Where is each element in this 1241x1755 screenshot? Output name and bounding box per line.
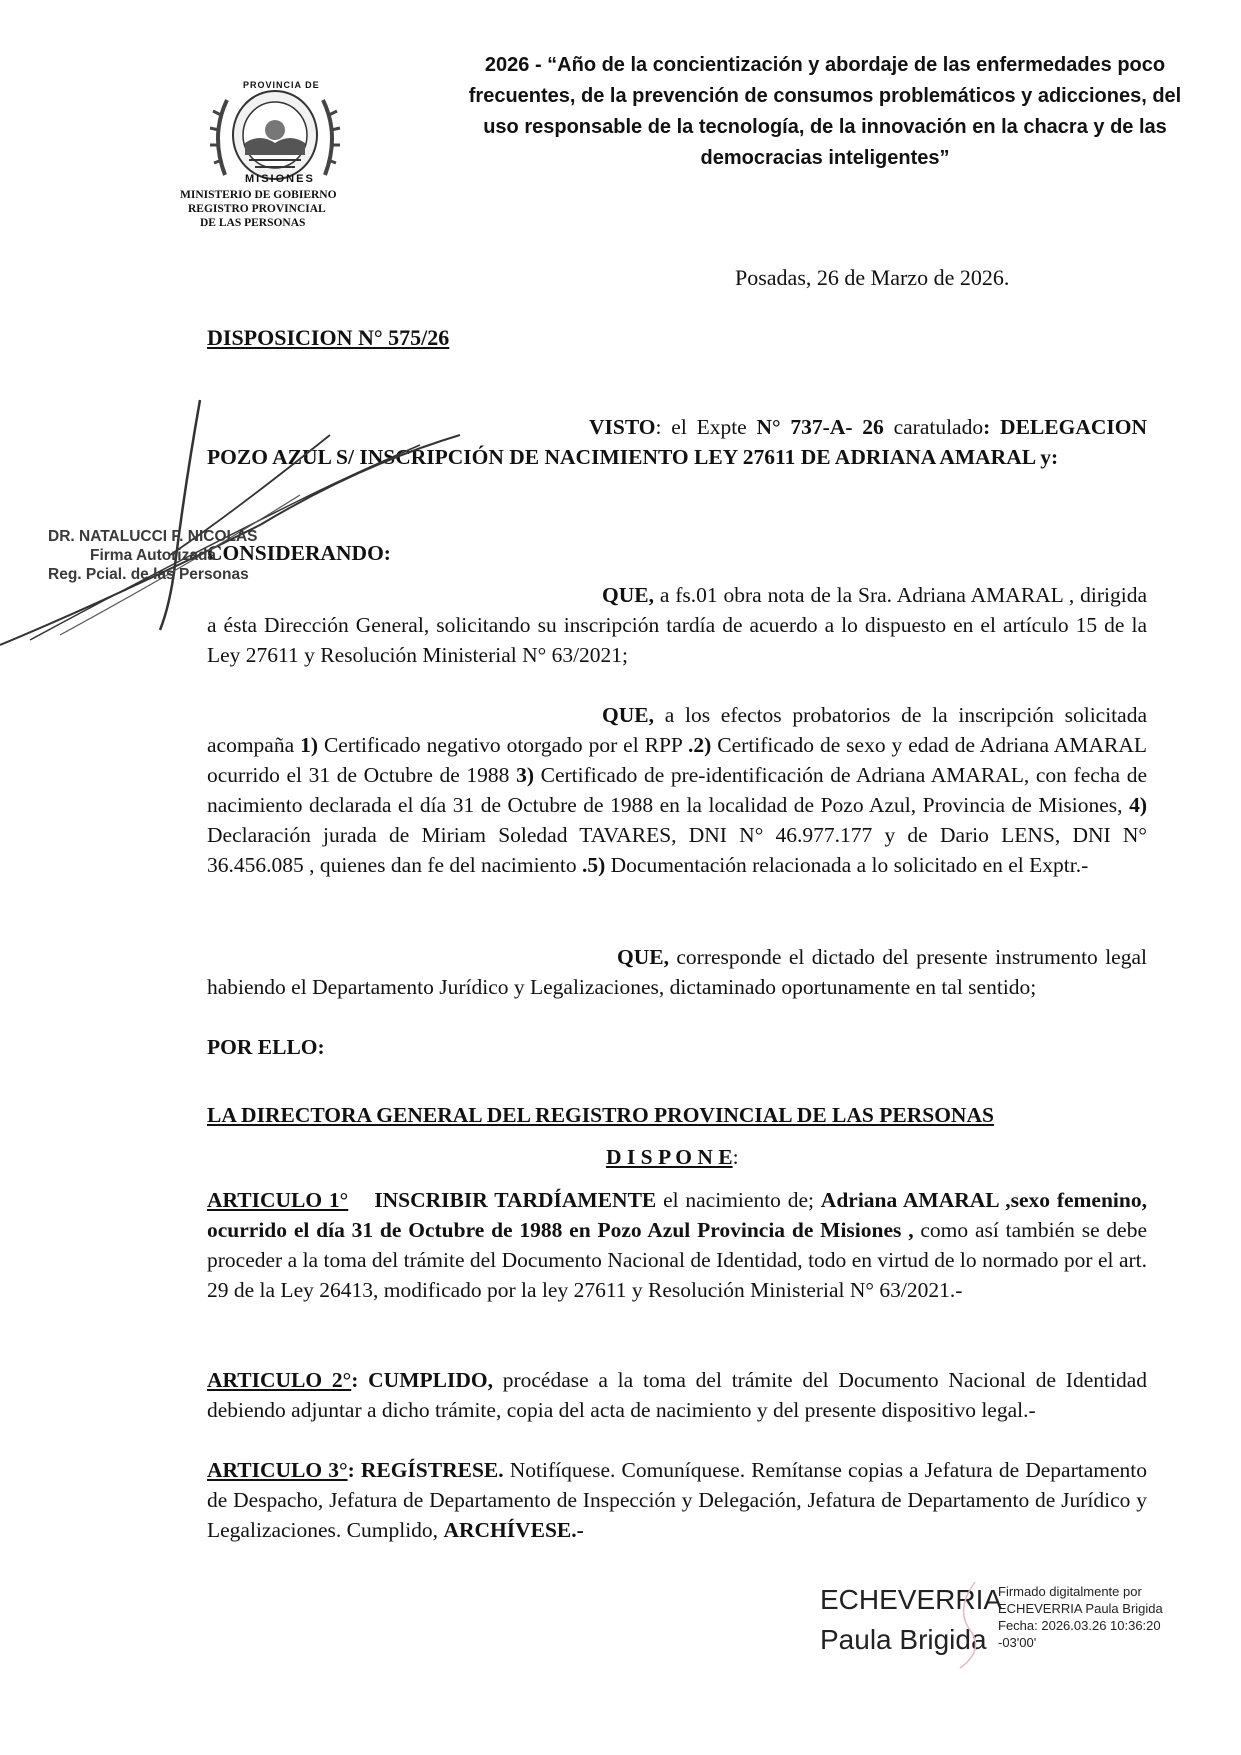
dispone-colon: : [732,1145,739,1169]
article-2-colon: : [351,1368,359,1392]
article-3-final: ARCHÍVESE.- [443,1518,584,1542]
article-1-details: Adriana AMARAL ,sexo femenino, ocurrido el día 31 de Octubre de 1988 en Pozo Azul Provincia de Misiones , [207,1188,1147,1242]
signature-detail-line: Fecha: 2026.03.26 10:36:20 [998,1618,1161,1633]
article-2 [207,1365,1147,1425]
stamp-line: Firma Autorizada [90,547,217,564]
signature-detail-line: -03'00' [998,1635,1037,1650]
signature-detail-line: ECHEVERRIA Paula Brigida [998,1601,1163,1616]
article-3-colon: : [347,1458,355,1482]
ministry-line: DE LAS PERSONAS [200,217,306,229]
disposition-number: DISPOSICION N° 575/26 [207,325,450,350]
considerando-label: CONSIDERANDO: [207,541,391,565]
por-ello-label: POR ELLO: [207,1035,325,1059]
que2-paragraph [207,700,1147,880]
visto-text-b: caratulado [883,415,984,439]
visto-expediente: N° 737-A- 26 [756,415,884,439]
que2-text: Certificado de sexo y edad de Adriana AMARAL ocurrido el 31 de Octubre de 1988 [207,733,1147,787]
que2-item-number: .2) [688,733,712,757]
authority-heading [207,1100,994,1130]
que2-text: Certificado de pre-identificación de Adriana AMARAL, con fecha de nacimiento declarada el día 31 de Octubre de 1988 en la localidad de Pozo Azul, Provincia de Misiones, [207,763,1147,817]
que2-item-number: 4) [1129,793,1147,817]
visto-text-a: : el Expte [655,415,757,439]
signature-flourish [950,1580,990,1670]
que2-text: Certificado negativo otorgado por el RPP [318,733,689,757]
que2-item-number: 3) [516,763,534,787]
article-2-text: procédase a la toma del trámite del Documento Nacional de Identidad debiendo adjuntar a dicho trámite, copia del acta de nacimiento y del presente dispositivo legal.- [207,1368,1147,1422]
por-ello-heading [207,1032,325,1062]
que2-label: QUE, [602,703,654,727]
handwritten-signature [0,395,470,655]
stamp-line: DR. NATALUCCI F. NICOLAS [48,528,258,545]
que3-paragraph [207,942,1147,1002]
article-3-label: ARTICULO 3° [207,1458,348,1482]
article-2-label: ARTICULO 2° [207,1368,352,1392]
signer-given-name: Paula Brigida [820,1624,987,1655]
signer-surname: ECHEVERRIA [820,1584,1003,1615]
que2-text: a los efectos probatorios de la inscripción solicitada acompaña [207,703,1147,757]
article-1 [207,1185,1147,1305]
seal-text-bottom: MISIONES [245,173,315,185]
ministry-block [180,188,370,230]
que2-item-number: 1) [300,733,319,757]
que2-item-number: .5) [581,853,606,877]
stamp-line: Reg. Pcial. de las Personas [48,566,249,583]
seal-text-top: PROVINCIA DE [243,80,320,90]
que3-text: corresponde el dictado del presente instrumento legal habiendo el Departamento Jurídico y Legalizaciones, dictaminado oportunamente en tal sentido; [207,945,1147,999]
province-seal [205,75,345,190]
visto-caratula: : DELEGACION POZO AZUL S/ INSCRIPCIÓN DE NACIMIENTO LEY 27611 DE ADRIANA AMARAL y: [207,415,1147,469]
article-1-label: ARTICULO 1° [207,1188,349,1212]
article-3 [207,1455,1147,1545]
article-3-action: REGÍSTRESE. [354,1458,504,1482]
authority-label: LA DIRECTORA GENERAL DEL REGISTRO PROVINCIAL DE LAS PERSONAS [207,1103,994,1127]
visto-label: VISTO [589,415,656,439]
signature-flourish-icon [950,1580,990,1670]
dispone-heading [606,1142,739,1172]
que1-text: a fs.01 obra nota de la Sra. Adriana AMARAL , dirigida a ésta Dirección General, solicitando su inscripción tardía de acuerdo a lo dispuesto en el artículo 15 de la Ley 27611 y Resolución Ministerial N° 63/2021; [207,583,1147,667]
digital-signature-details [998,1583,1163,1651]
ministry-line: REGISTRO PROVINCIAL [188,203,326,215]
que1-label: QUE, [602,583,654,607]
article-3-text: Notifíquese. Comuníquese. Remítanse copias a Jefatura de Departamento de Despacho, Jefatura de Departamento de Inspección y Delegación, Jefatura de Departamento de Jurídico y Legalizaciones. Cumplido, [207,1458,1147,1542]
dispone-label: D I S P O N E [606,1145,733,1169]
que2-text: Documentación relacionada a lo solicitado en el Exptr.- [605,853,1089,877]
article-2-action: CUMPLIDO, [358,1368,493,1392]
year-motto: 2026 - “Año de la concientización y abordaje de las enfermedades poco frecuentes, de la prevención de consumos problemáticos y adicciones, del uso responsable de la tecnología, de la innovación en la chacra y de las democracias inteligentes” [468,54,1182,169]
que3-label: QUE, [617,945,669,969]
document-date: Posadas, 26 de Marzo de 2026. [735,265,1010,290]
article-1-text: el nacimiento de; [656,1188,821,1212]
que2-text: Declaración jurada de Miriam Soledad TAVARES, DNI N° 46.977.177 y de Dario LENS, DNI N° 36.456.085 , quienes dan fe del nacimiento [207,823,1147,877]
signature-scribble-icon [0,395,470,655]
article-1-action: INSCRIBIR TARDÍAMENTE [374,1188,657,1212]
ministry-line: MINISTERIO DE GOBIERNO [180,189,337,201]
article-1-text: como así también se debe proceder a la toma del trámite del Documento Nacional de Identidad, todo en virtud de lo normado por el art. 29 de la Ley 26413, modificado por la ley 27611 y Resolución Ministerial N° 63/2021.- [207,1218,1147,1302]
signature-detail-line: Firmado digitalmente por [998,1584,1142,1599]
authorized-stamp [48,527,258,584]
